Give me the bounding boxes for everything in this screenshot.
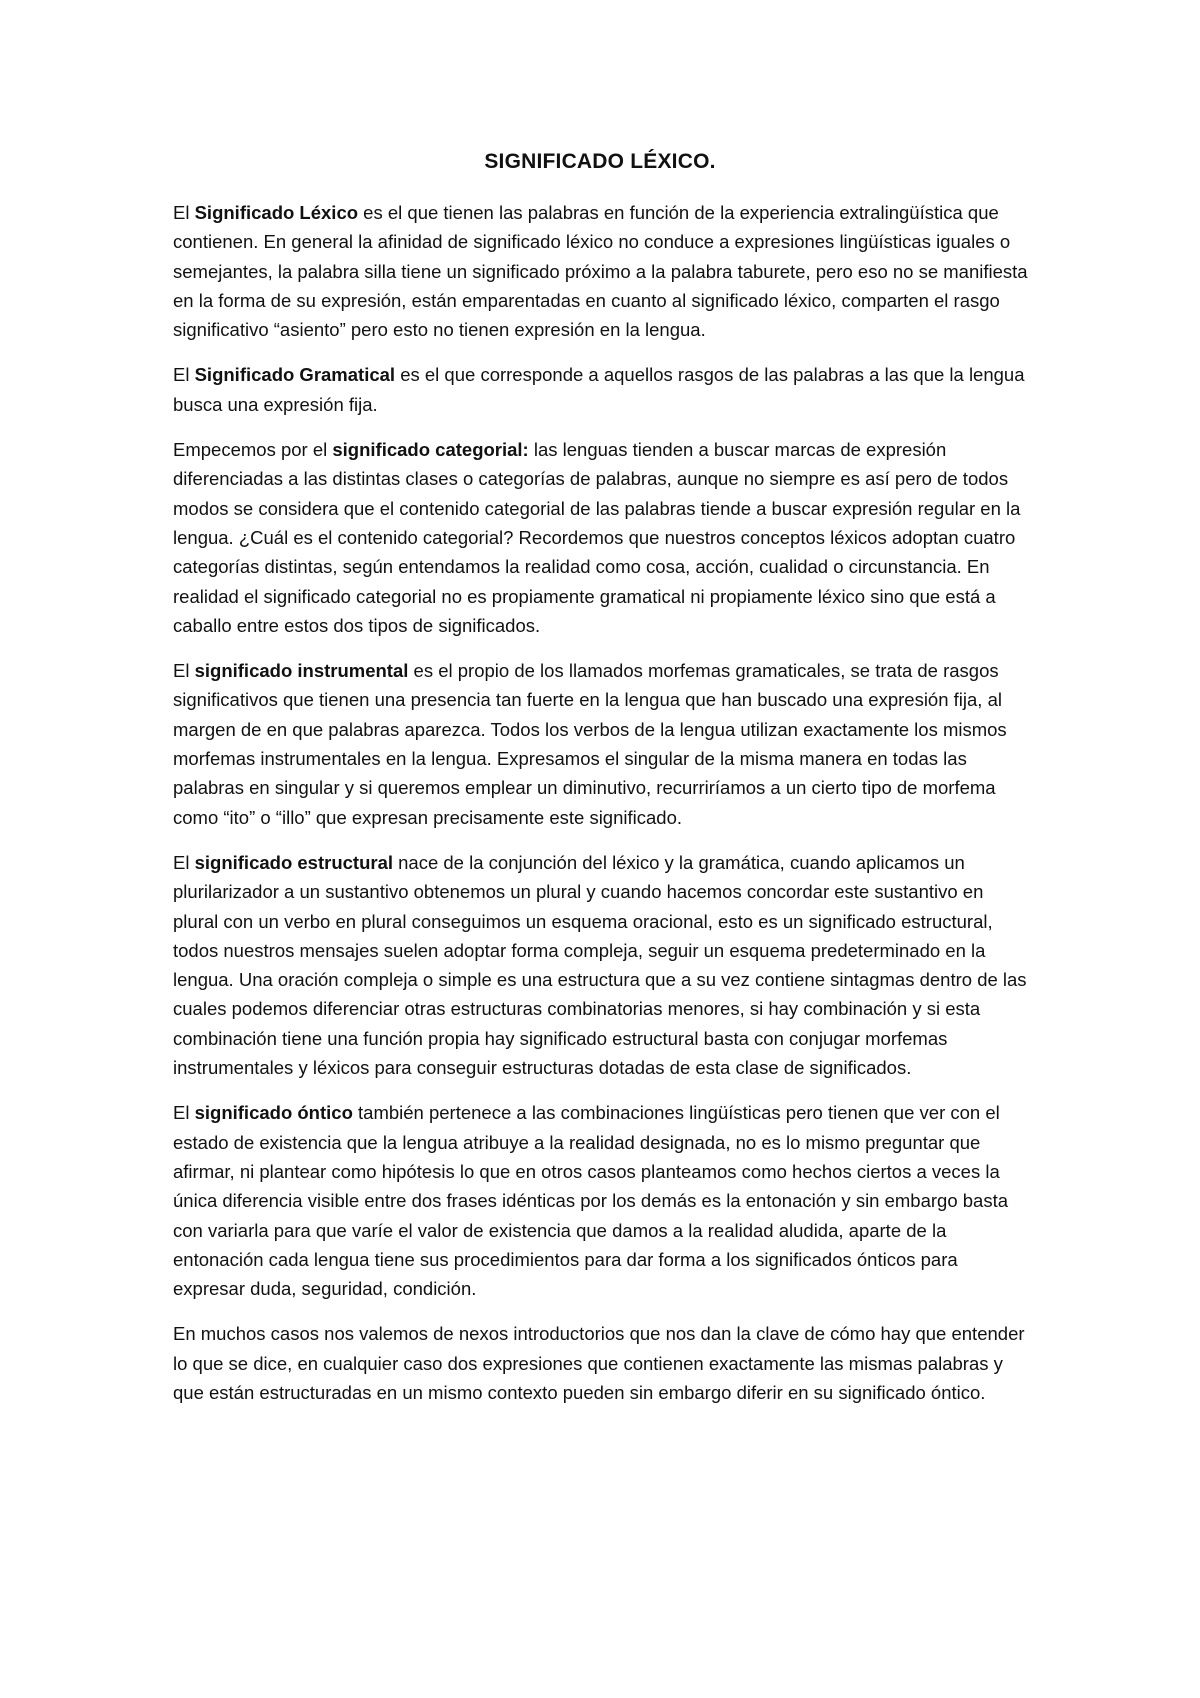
term-bold: significado óntico (194, 1102, 353, 1124)
paragraph (173, 198, 1033, 344)
paragraph (173, 656, 1033, 832)
paragraph-text: las lenguas tienden a buscar marcas de expresión diferenciadas a las distintas clases o categorías de palabras, aunque no siempre es así pero de todos modos se considera que el contenido categorial de las palabras tiende a buscar expresión regular en la lengua. ¿Cuál es el contenido categorial? Recordemos que nuestros conceptos léxicos adoptan cuatro categorías distintas, según entendamos la realidad como cosa, acción, cualidad o circunstancia. En realidad el significado categorial no es propiamente gramatical ni propiamente léxico sino que está a caballo entre estos dos tipos de significados. (173, 439, 1021, 636)
term-bold: Significado Gramatical (194, 364, 396, 386)
document-body (173, 198, 1033, 1423)
paragraph-text: El (173, 202, 195, 223)
paragraph-text: nace de la conjunción del léxico y la gramática, cuando aplicamos un plurilarizador a un sustantivo obtenemos un plural y cuando hacemos concordar este sustantivo en plural con un verbo en plural conseguimos un esquema oracional, esto es un significado estructural, todos nuestros mensajes suelen adoptar forma compleja, seguir un esquema predeterminado en la lengua. Una oración compleja o simple es una estructura que a su vez contiene sintagmas dentro de las cuales podemos diferenciar otras estructuras combinatorias menores, si hay combinación y si esta combinación tiene una función propia hay significado estructural basta con conjugar morfemas instrumentales y léxicos para conseguir estructuras dotadas de esta clase de significados. (173, 851, 1027, 1079)
paragraph-text: El (173, 851, 195, 873)
paragraph (173, 848, 1033, 1082)
paragraph-text: En muchos casos nos valemos de nexos introductorios que nos dan la clave de cómo hay que entender lo que se dice, en cualquier caso dos expresiones que contienen exactamente las mismas palabras y que están estructuradas en un mismo contexto pueden sin embargo diferir en su significado óntico. (173, 1323, 1025, 1403)
paragraph-text: El (173, 364, 195, 386)
paragraph-text: también pertenece a las combinaciones lingüísticas pero tienen que ver con el estado de existencia que la lengua atribuye a la realidad designada, no es lo mismo preguntar que afirmar, ni plantear como hipótesis lo que en otros casos planteamos como hechos ciertos a veces la única diferencia visible entre dos frases idénticas por los demás es la entonación y sin embargo basta con variarla para que varíe el valor de existencia que damos a la realidad aludida, aparte de la entonación cada lengua tiene sus procedimientos para dar forma a los significados ónticos para expresar duda, seguridad, condición. (173, 1102, 1009, 1300)
paragraph (173, 1098, 1033, 1303)
paragraph (173, 360, 1033, 419)
paragraph-text: es el que tienen las palabras en función de la experiencia extralingüística que contienen. En general la afinidad de significado léxico no conduce a expresiones lingüísticas iguales o semejantes, la palabra silla tiene un significado próximo a la palabra taburete, pero eso no se manifiesta en la forma de su expresión, están emparentadas en cuanto al significado léxico, comparten el rasgo significativo “asiento” pero esto no tienen expresión en la lengua. (173, 202, 1028, 341)
paragraph-text: El (173, 660, 195, 682)
paragraph-text: El (173, 1102, 195, 1124)
paragraph (173, 1319, 1033, 1407)
paragraph-text: es el propio de los llamados morfemas gramaticales, se trata de rasgos significativos que tienen una presencia tan fuerte en la lengua que han buscado una expresión fija, al margen de en que palabras aparezca. Todos los verbos de la lengua utilizan exactamente los mismos morfemas instrumentales en la lengua. Expresamos el singular de la misma manera en todas las palabras en singular y si queremos emplear un diminutivo, recurriríamos a un cierto tipo de morfema como “ito” o “illo” que expresan precisamente este significado. (173, 660, 1007, 828)
term-bold: significado estructural (194, 851, 393, 873)
paragraph-text: es el que corresponde a aquellos rasgos de las palabras a las que la lengua busca una expresión fija. (173, 364, 1025, 415)
term-bold: significado instrumental (194, 660, 409, 682)
term-bold: Significado Léxico (194, 202, 359, 223)
paragraph-text: Empecemos por el (173, 439, 333, 461)
term-bold: significado categorial: (332, 439, 529, 461)
page-title: SIGNIFICADO LÉXICO. (484, 150, 716, 173)
paragraph (173, 435, 1033, 640)
